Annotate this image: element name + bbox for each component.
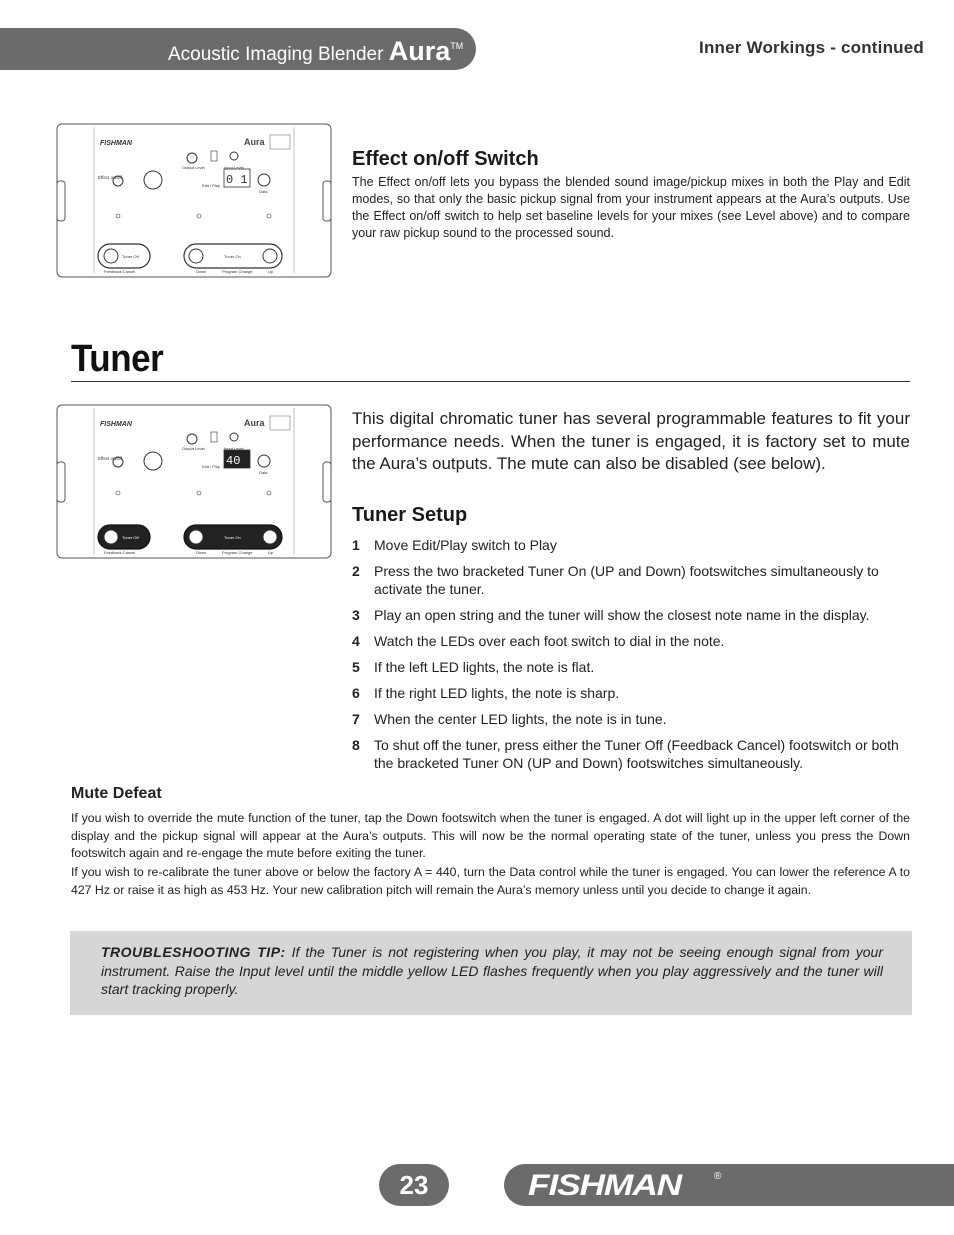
section-label: Inner Workings - continued bbox=[699, 38, 924, 57]
pedal-illustration-tuner bbox=[56, 404, 330, 560]
step-text: Play an open string and the tuner will show the closest note name in the display. bbox=[374, 607, 870, 623]
registered-mark: ® bbox=[714, 1171, 722, 1182]
pedal-label-effect: Effect on/off bbox=[98, 175, 122, 180]
pedal-label-edit-play-2: Edit / Play bbox=[202, 464, 221, 469]
step-number: 2 bbox=[352, 563, 360, 579]
header-brand: Aura bbox=[388, 36, 451, 66]
pedal-label-down-2: Down bbox=[196, 550, 207, 555]
pedal-label-program: Program Change bbox=[222, 269, 253, 274]
pedal-label-data: Data bbox=[259, 189, 268, 194]
tuner-step bbox=[352, 658, 910, 676]
tuner-step bbox=[352, 562, 910, 598]
pedal-display: 0 1 bbox=[226, 173, 248, 187]
effect-section-body: The Effect on/off lets you bypass the blended sound image/pickup mixes in both the Play and Edit modes, so that only the basic pickup signal from your instrument appears at the Aura’s outputs. Use the Effect on/off switch to help set baseline levels for your mixes (see Level above) and to compare your raw pickup sound to the processed sound. bbox=[352, 175, 910, 240]
pedal-brand: FISHMAN bbox=[100, 140, 132, 147]
pedal-label-tuner-on-2: Tuner On bbox=[224, 535, 241, 540]
pedal-label-edit-play: Edit / Play bbox=[202, 183, 221, 188]
pedal-brand-2: FISHMAN bbox=[100, 421, 132, 428]
tuner-step bbox=[352, 632, 910, 650]
tuner-setup-steps bbox=[352, 536, 910, 780]
tuner-step bbox=[352, 710, 910, 728]
step-text: When the center LED lights, the note is in tune. bbox=[374, 711, 667, 727]
fishman-logo: FISHMAN bbox=[528, 1169, 681, 1202]
aura-pedal-diagram bbox=[56, 123, 332, 279]
effect-section-title: Effect on/off Switch bbox=[352, 148, 539, 170]
pedal-label-tuner-off: Tuner Off bbox=[122, 254, 139, 259]
aura-pedal-diagram-tuner bbox=[56, 404, 332, 560]
tuner-divider bbox=[71, 381, 910, 382]
pedal-label-up: Up bbox=[268, 269, 274, 274]
tuner-step bbox=[352, 606, 910, 624]
pedal-model: Aura bbox=[244, 137, 265, 147]
step-number: 1 bbox=[352, 537, 360, 553]
step-text: If the left LED lights, the note is flat. bbox=[374, 659, 595, 675]
pedal-label-effect-2: Effect on/off bbox=[98, 456, 122, 461]
step-number: 5 bbox=[352, 659, 360, 675]
header-title bbox=[168, 36, 463, 67]
pedal-label-tuner-off-2: Tuner Off bbox=[122, 535, 139, 540]
pedal-label-feedback-2: Feedback Cancel bbox=[104, 550, 136, 555]
pedal-label-input-2: Input Level bbox=[224, 446, 244, 451]
pedal-display-2: 40 bbox=[226, 454, 241, 468]
mute-defeat-title: Mute Defeat bbox=[71, 785, 162, 802]
tuner-setup-title: Tuner Setup bbox=[352, 504, 468, 526]
mute-defeat-para-1: If you wish to override the mute function of the tuner, tap the Down footswitch when the tuner is engaged. A dot will light up in the upper left corner of the display and the pickup signal will appear at the Aura’s outputs. This will now be the normal operating state of the tuner, unless you press the Down footswitch again and re-engage the mute before exiting the tuner. bbox=[71, 811, 910, 860]
pedal-label-input: Input Level bbox=[224, 165, 244, 170]
tip-label: TROUBLESHOOTING TIP: bbox=[101, 944, 286, 960]
step-text: Watch the LEDs over each foot switch to dial in the note. bbox=[374, 633, 725, 649]
pedal-label-down: Down bbox=[196, 269, 207, 274]
mute-defeat-para-2: If you wish to re-calibrate the tuner above or below the factory A = 440, turn the Data control while the tuner is engaged. You can lower the reference A to 427 Hz or raise it as high as 453 Hz. Your new calibration pitch will remain the Aura’s memory unless until you decide to change it again. bbox=[71, 865, 910, 897]
tuner-step bbox=[352, 684, 910, 702]
troubleshooting-tip bbox=[101, 943, 883, 999]
pedal-illustration-effect bbox=[56, 123, 330, 279]
tuner-title: Tuner bbox=[71, 338, 164, 380]
pedal-label-up-2: Up bbox=[268, 550, 274, 555]
tuner-step bbox=[352, 536, 910, 554]
pedal-label-feedback: Feedback Cancel bbox=[104, 269, 136, 274]
pedal-label-data-2: Data bbox=[259, 470, 268, 475]
pedal-label-program-2: Program Change bbox=[222, 550, 253, 555]
step-text: Press the two bracketed Tuner On (UP and Down) footswitches simultaneously to activate the tuner. bbox=[374, 563, 879, 597]
step-text: If the right LED lights, the note is sharp. bbox=[374, 685, 620, 701]
pedal-label-tuner-on: Tuner On bbox=[224, 254, 241, 259]
step-number: 7 bbox=[352, 711, 360, 727]
step-number: 8 bbox=[352, 737, 360, 753]
header-subtitle: Acoustic Imaging Blender bbox=[168, 44, 384, 65]
trademark: TM bbox=[450, 41, 464, 51]
step-text: Move Edit/Play switch to Play bbox=[374, 537, 557, 553]
pedal-label-output-2: Output Level bbox=[182, 446, 205, 451]
tuner-step bbox=[352, 736, 910, 772]
tuner-intro: This digital chromatic tuner has several programmable features to fit your performance needs. When the tuner is engaged, it is factory set to mute the Aura’s outputs. The mute can also be disabled (see below). bbox=[352, 409, 910, 473]
pedal-label-output: Output Level bbox=[182, 165, 205, 170]
step-number: 4 bbox=[352, 633, 360, 649]
tip-text: If the Tuner is not registering when you play, it may not be seeing enough signal from your instrument. Raise the Input level until the middle yellow LED flashes frequently when you play aggressively and the tuner will start tracking properly. bbox=[101, 944, 883, 998]
step-number: 3 bbox=[352, 607, 360, 623]
step-number: 6 bbox=[352, 685, 360, 701]
pedal-model-2: Aura bbox=[244, 418, 265, 428]
step-text: To shut off the tuner, press either the Tuner Off (Feedback Cancel) footswitch or both the bracketed Tuner ON (UP and Down) footswitches simultaneously. bbox=[374, 737, 899, 771]
page-number: 23 bbox=[399, 1170, 429, 1200]
